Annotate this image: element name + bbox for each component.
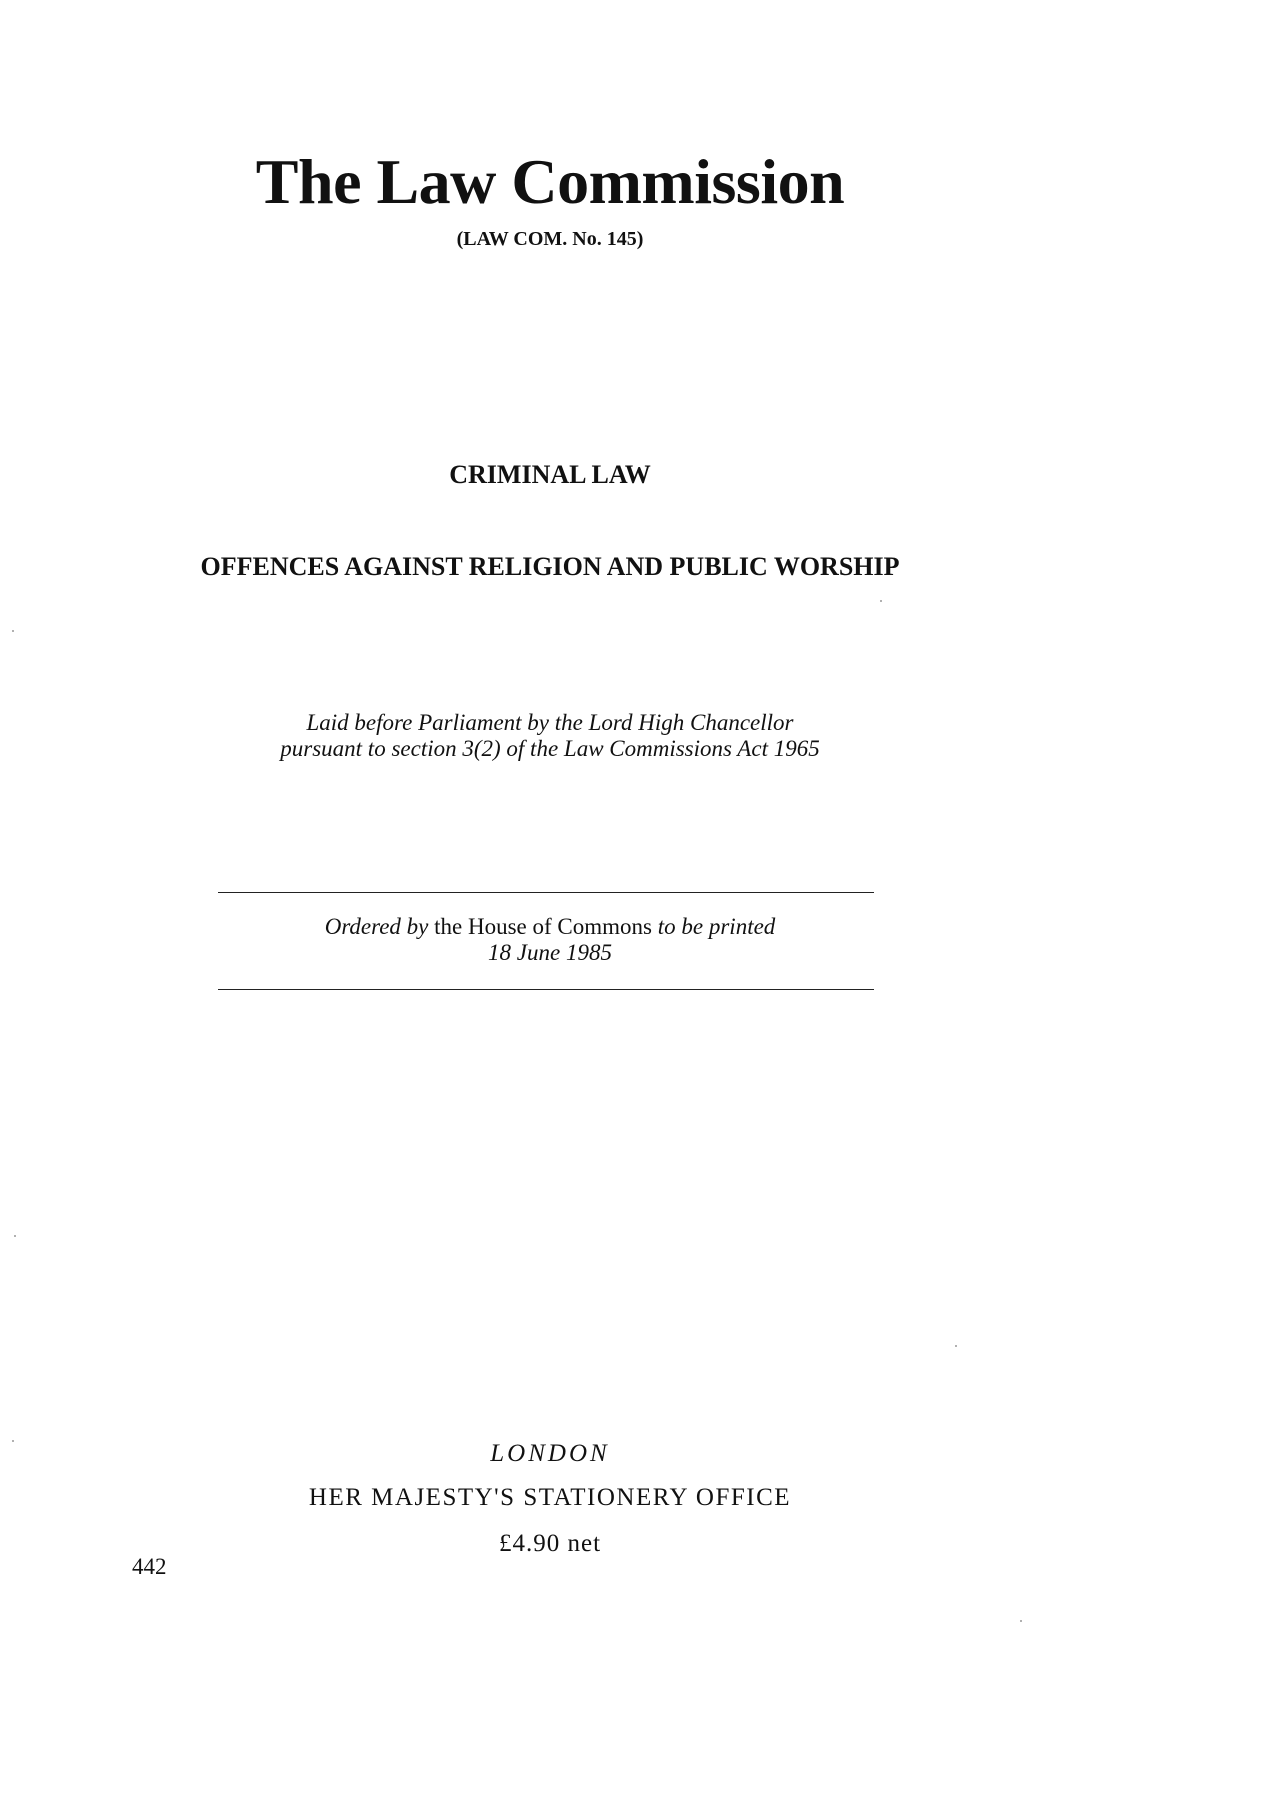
scan-speck <box>1020 1620 1022 1622</box>
ordered-to-be-printed <box>140 914 960 967</box>
ordered-house-text: the House of Commons <box>428 914 658 939</box>
ordered-line-1 <box>140 914 960 940</box>
scan-speck <box>14 1235 16 1237</box>
laid-line-1: Laid before Parliament by the Lord High Chancellor <box>306 710 794 735</box>
price: £4.90 net <box>498 1530 602 1557</box>
report-number: (LAW COM. No. 145) <box>456 228 644 250</box>
ordered-by-text: Ordered by <box>324 914 429 939</box>
document-title: The Law Commission <box>255 146 845 217</box>
to-be-printed-text: to be printed <box>657 914 776 939</box>
report-heading: OFFENCES AGAINST RELIGION AND PUBLIC WORSHIP <box>200 552 900 581</box>
scan-speck <box>12 630 14 632</box>
page-number: 442 <box>132 1554 167 1579</box>
section-heading: CRIMINAL LAW <box>449 460 651 489</box>
divider-bottom <box>218 989 874 990</box>
scan-speck <box>12 1440 14 1442</box>
laid-before-parliament <box>140 710 960 763</box>
publication-place: LONDON <box>490 1440 610 1467</box>
laid-line-2: pursuant to section 3(2) of the Law Commissions Act 1965 <box>280 736 820 762</box>
publisher: HER MAJESTY'S STATIONERY OFFICE <box>308 1484 792 1511</box>
scan-speck <box>955 1345 957 1347</box>
ordered-date: 18 June 1985 <box>488 940 612 966</box>
divider-top <box>218 892 874 893</box>
scan-speck <box>880 600 882 602</box>
